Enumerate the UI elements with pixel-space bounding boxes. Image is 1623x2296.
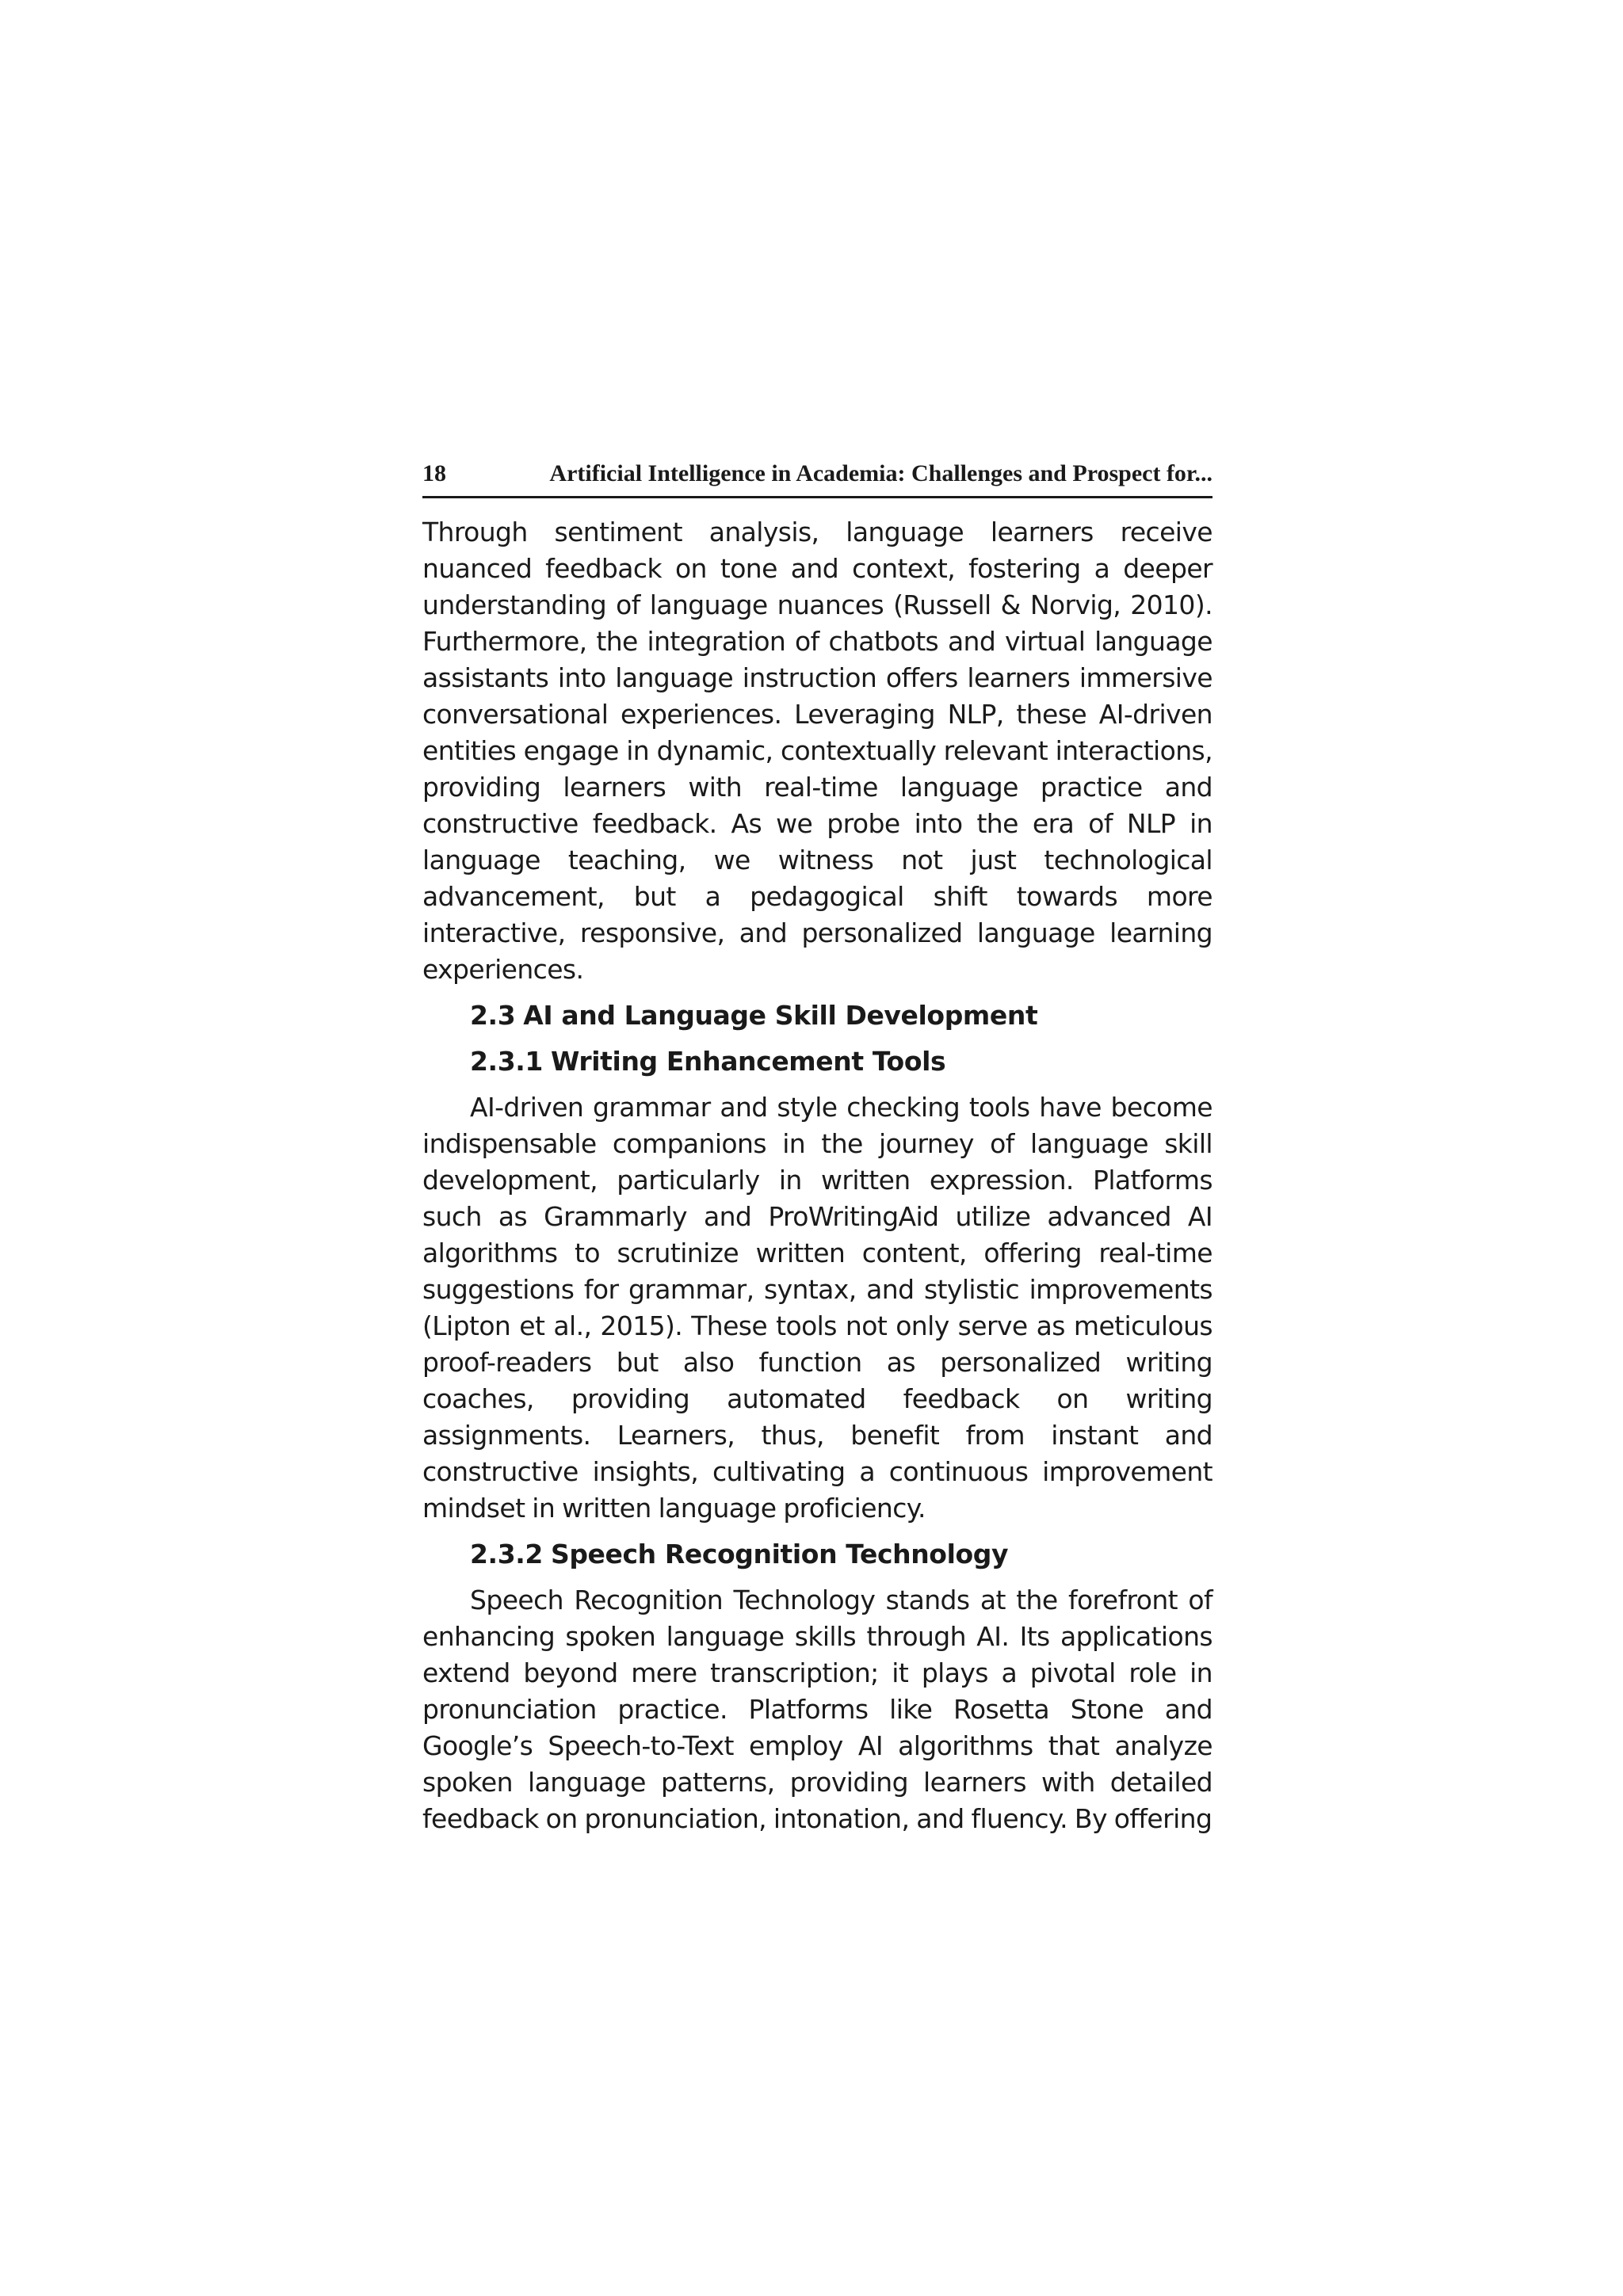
section-heading-2-3 [470,997,1212,1034]
paragraph-speech-recognition: Speech Recognition Technology stands at the forefront of enhancing spoken language skills through AI. Its applications extend beyond mere transcription; it plays a pivotal role in pronunciation practice. Platforms like Rosetta Stone and Google’s Speech-to-Text employ AI algorithms that analyze spoken language patterns, providing learners with detailed feedback on pronunciation, intonation, and fluency. By offering [422,1585,1212,1834]
paragraph-sentiment-analysis: Through sentiment analysis, language learners receive nuanced feedback on tone and context, fostering a deeper understanding of language nuances (Russell & Norvig, 2010). Furthermore, the integration of chatbots and virtual language assistants into language instruction offers learners immersive conversational experiences. Leveraging NLP, these AI-driven entities engage in dynamic, contextually relevant interactions, providing learners with real-time language practice and constructive feedback. As we probe into the era of NLP in language teaching, we witness not just technological advancement, but a pedagogical shift towards more interactive, responsive, and personalized language learning experiences. [422,517,1212,985]
paragraph-writing-tools: AI-driven grammar and style checking tools have become indispensable companions in the journey of language skill development, particularly in written expression. Platforms such as Grammarly and ProWritingAid utilize advanced AI algorithms to scrutinize written content, offering real-time suggestions for grammar, syntax, and stylistic improvements (Lipton et al., 2015). These tools not only serve as meticulous proof-readers but also function as personalized writing coaches, providing automated feedback on writing assignments. Learners, thus, benefit from instant and constructive insights, cultivating a continuous improvement mindset in written language proficiency. [422,1092,1212,1524]
section-number: 2.3.1 [470,1046,543,1077]
running-title: Artificial Intelligence in Academia: Challenges and Prospect for... [549,460,1212,486]
section-heading-2-3-2 [470,1536,1212,1573]
section-title: Writing Enhancement Tools [550,1046,946,1077]
section-number: 2.3.2 [470,1539,543,1569]
book-page [422,458,1212,1837]
page-number: 18 [422,460,446,486]
section-heading-2-3-1 [470,1043,1212,1080]
running-header [422,458,1212,498]
section-number: 2.3 [470,1000,516,1031]
section-title: AI and Language Skill Development [523,1000,1038,1031]
section-title: Speech Recognition Technology [550,1539,1009,1569]
